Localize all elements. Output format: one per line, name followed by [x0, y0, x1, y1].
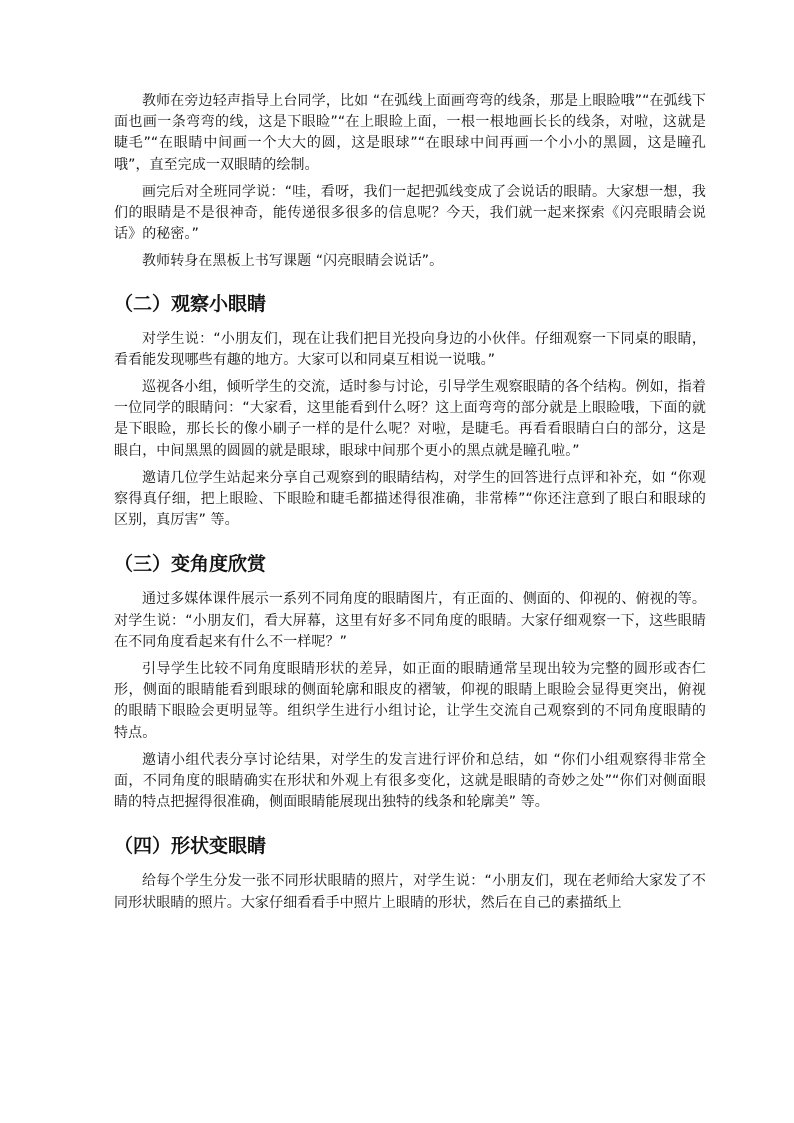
paragraph: 给每个学生分发一张不同形状眼睛的照片，对学生说：“小朋友们，现在老师给大家发了不同形状眼睛的照片。大家仔细看看手中照片上眼睛的形状，然后在自己的素描纸上 [114, 873, 706, 911]
paragraph: 画完后对全班同学说：“哇，看呀，我们一起把弧线变成了会说话的眼睛。大家想一想，我们的眼睛是不是很神奇，能传递很多很多的信息呢？今天，我们就一起来探索《闪亮眼睛会说话》的秘密。” [114, 183, 706, 243]
paragraph: 邀请几位学生站起来分享自己观察到的眼睛结构，对学生的回答进行点评和补充，如 “你观察得真仔细，把上眼睑、下眼睑和睫毛都描述得很准确，非常棒”“你还注意到了眼白和眼球的区别，真厉害” 等。 [114, 469, 706, 529]
section-heading: （三）变角度欣赏 [114, 553, 267, 576]
paragraph: 教师在旁边轻声指导上台同学，比如 “在弧线上面画弯弯的线条，那是上眼睑哦”“在弧线下面也画一条弯弯的线，这是下眼睑”“在上眼睑上面，一根一根地画长长的线条，对啦，这就是睫毛”“在眼睛中间画一个大大的圆，这是眼球”“在眼球中间再画一个小小的黑圆，这是瞳孔哦”，直至完成一双眼睛的绘制。 [114, 93, 706, 173]
section-heading: （四）形状变眼睛 [114, 835, 267, 858]
section-intro [114, 91, 706, 273]
paragraph: 引导学生比较不同角度眼睛形状的差异，如正面的眼睛通常呈现出较为完整的圆形或杏仁形，侧面的眼睛能看到眼球的侧面轮廓和眼皮的褶皱，仰视的眼睛上眼睑会显得更突出，俯视的眼睛下眼睑会更明显等。组织学生进行小组讨论，让学生交流自己观察到的不同角度眼睛的特点。 [114, 661, 706, 741]
paragraph: 通过多媒体课件展示一系列不同角度的眼睛图片，有正面的、侧面的、仰视的、俯视的等。对学生说：“小朋友们，看大屏幕，这里有好多不同角度的眼睛。大家仔细观察一下，这些眼睛在不同角度看起来有什么不一样呢？” [114, 591, 706, 650]
section-observe-eyes [114, 291, 706, 532]
paragraph: 邀请小组代表分享讨论结果，对学生的发言进行评价和总结，如 “你们小组观察得非常全面，不同角度的眼睛确实在形状和外观上有很多变化，这就是眼睛的奇妙之处”“你们对侧面眼睛的特点把握得很准确，侧面眼睛能展现出独特的线条和轮廓美” 等。 [114, 751, 706, 811]
section-shape-eyes [114, 833, 706, 913]
paragraph: 教师转身在黑板上书写课题 “闪亮眼睛会说话”。 [142, 253, 444, 270]
document-page [114, 91, 706, 920]
paragraph: 对学生说：“小朋友们，现在让我们把目光投向身边的小伙伴。仔细观察一下同桌的眼睛，看看能发现哪些有趣的地方。大家可以和同桌互相说一说哦。” [114, 330, 706, 368]
section-heading: （二）观察小眼睛 [114, 292, 267, 315]
paragraph: 巡视各小组，倾听学生的交流，适时参与讨论，引导学生观察眼睛的各个结构。例如，指着一位同学的眼睛问：“大家看，这里能看到什么呀？这上面弯弯的部分就是上眼睑哦，下面的就是下眼睑，那长长的像小刷子一样的是什么呢？对啦，是睫毛。再看看眼睛白白的部分，这是眼白，中间黑黑的圆圆的就是眼球，眼球中间那个更小的黑点就是瞳孔啦。” [114, 379, 706, 459]
section-angle-appreciation [114, 551, 706, 813]
